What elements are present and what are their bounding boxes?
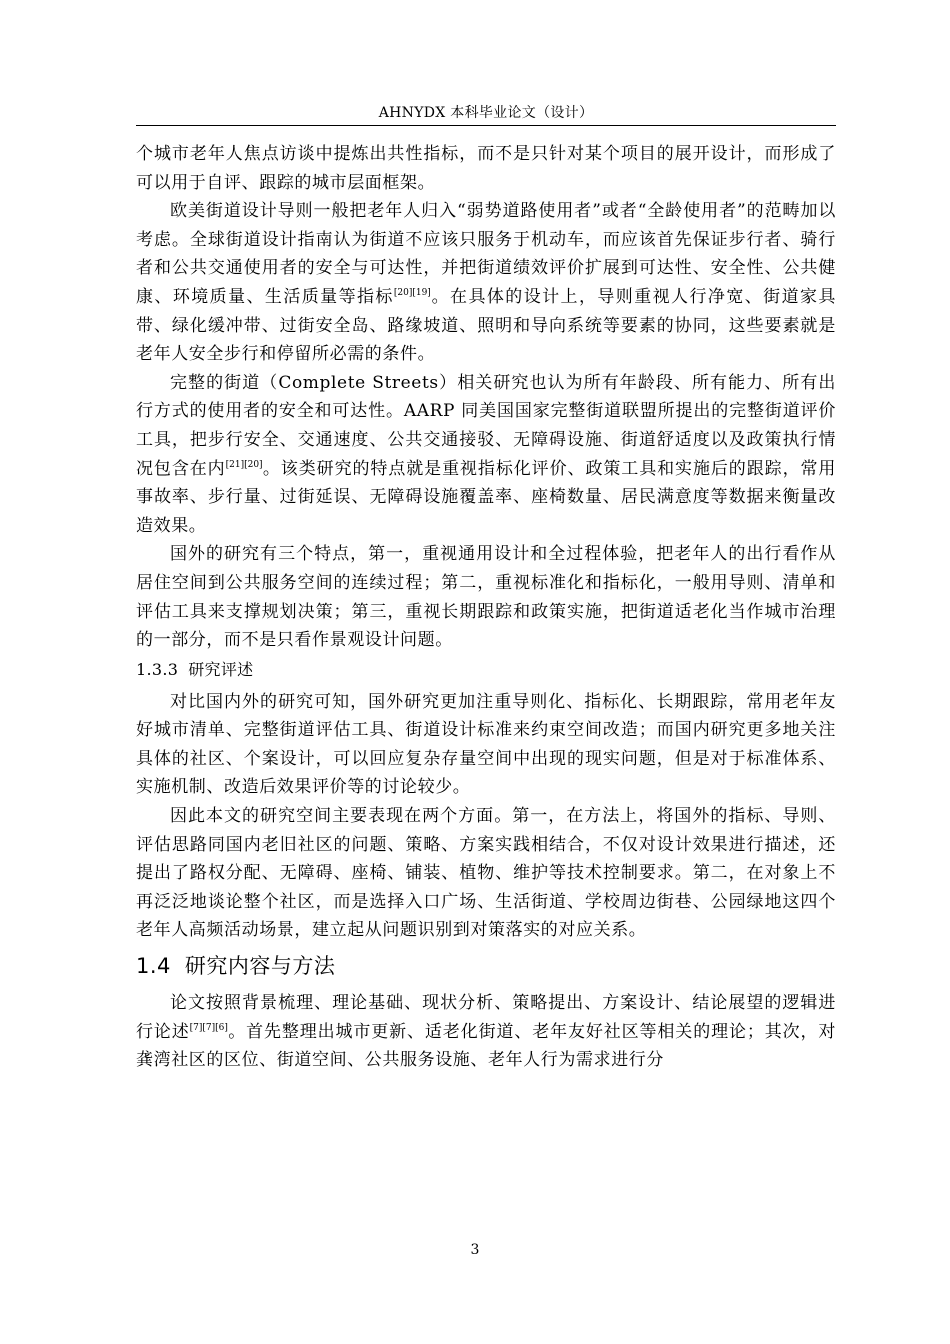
- paragraph-research-space: [136, 802, 836, 945]
- paragraph-text: 欧美街道设计导则一般把老年人归入“弱势道路使用者”或者“全龄使用者”的范畴加以考虑。全球街道设计指南认为街道不应该只服务于机动车，而应该首先保证步行者、骑行者和公共交通使用者的安全与可达性，并把街道绩效评价扩展到可达性、安全性、公共健康、环境质量、生活质量等指标: [136, 201, 836, 307]
- paragraph-foreign-features: [136, 540, 836, 654]
- subsection-number: 1.3.3: [136, 659, 179, 679]
- paragraph-text: 国外的研究有三个特点，第一，重视通用设计和全过程体验，把老年人的出行看作从居住空间到公共服务空间的连续过程；第二，重视标准化和指标化，一般用导则、清单和评估工具来支撑规划决策；第三，重视长期跟踪和政策实施，把街道适老化当作城市治理的一部分，而不是只看作景观设计问题。: [136, 544, 836, 651]
- paragraph-continuation: [136, 140, 836, 197]
- header-rule: [136, 125, 836, 126]
- paragraph-text: 。在具体的设计上，导则重视人行净宽、街道家具带、绿化缓冲带、过街安全岛、路缘坡道、照明和导向系统等要素的协同，这些要素就是老年人安全步行和停留所必需的条件。: [136, 286, 837, 365]
- section-heading: [136, 951, 836, 981]
- section-number: 1.4: [136, 954, 171, 979]
- page-number: 3: [470, 1242, 480, 1258]
- paragraph-review-comparison: [136, 688, 836, 802]
- paragraph-street-design-guides: [136, 197, 836, 369]
- page-body: [136, 140, 836, 1075]
- subsection-title: 研究评述: [188, 659, 254, 679]
- paragraph-text: 完整的街道（Complete Streets）相关研究也认为所有年龄段、所有能力、所有出行方式的使用者的安全和可达性。AARP 同美国国家完整街道联盟所提出的完整街道评价工具，把步行安全、交通速度、公共交通接驳、无障碍设施、街道舒适度以及政策执行情况包含在内: [136, 372, 836, 479]
- section-title: 研究内容与方法: [184, 954, 336, 979]
- paragraph-complete-streets: [136, 369, 836, 541]
- paragraph-text: 对比国内外的研究可知，国外研究更加注重导则化、指标化、长期跟踪，常用老年友好城市清单、完整街道评估工具、街道设计标准来约束空间改造；而国内研究更多地关注具体的社区、个案设计，可以回应复杂存量空间中出现的现实问题，但是对于标准体系、实施机制、改造后效果评价等的讨论较少。: [136, 691, 836, 798]
- paragraph-research-content: [136, 989, 836, 1075]
- paragraph-text: 论文按照背景梳理、理论基础、现状分析、策略提出、方案设计、结论展望的逻辑进行论述: [136, 993, 836, 1042]
- citation: [21][20]: [225, 459, 263, 470]
- subsection-heading: [136, 657, 836, 683]
- running-header: AHNYDX 本科毕业论文（设计）: [378, 105, 594, 121]
- citation: [20][19]: [393, 287, 431, 298]
- paragraph-text: 。首先整理出城市更新、适老化街道、老年友好社区等相关的理论；其次，对龚湾社区的区位、街道空间、公共服务设施、老年人行为需求进行分: [136, 1021, 836, 1071]
- paragraph-text: 。该类研究的特点就是重视指标化评价、政策工具和实施后的跟踪，常用事故率、步行量、过街延误、无障碍设施覆盖率、座椅数量、居民满意度等数据来衡量改造效果。: [136, 458, 837, 536]
- paragraph-text: 因此本文的研究空间主要表现在两个方面。第一，在方法上，将国外的指标、导则、评估思路同国内老旧社区的问题、策略、方案实践相结合，不仅对设计效果进行描述，还提出了路权分配、无障碍、座椅、铺装、植物、维护等技术控制要求。第二，在对象上不再泛泛地谈论整个社区，而是选择入口广场、生活街道、学校周边街巷、公园绿地这四个老年人高频活动场景，建立起从问题识别到对策落实的对应关系。: [136, 806, 836, 941]
- citation: [7][7][6]: [189, 1022, 228, 1033]
- paragraph-text: 个城市老年人焦点访谈中提炼出共性指标，而不是只针对某个项目的展开设计，而形成了可以用于自评、跟踪的城市层面框架。: [136, 144, 836, 193]
